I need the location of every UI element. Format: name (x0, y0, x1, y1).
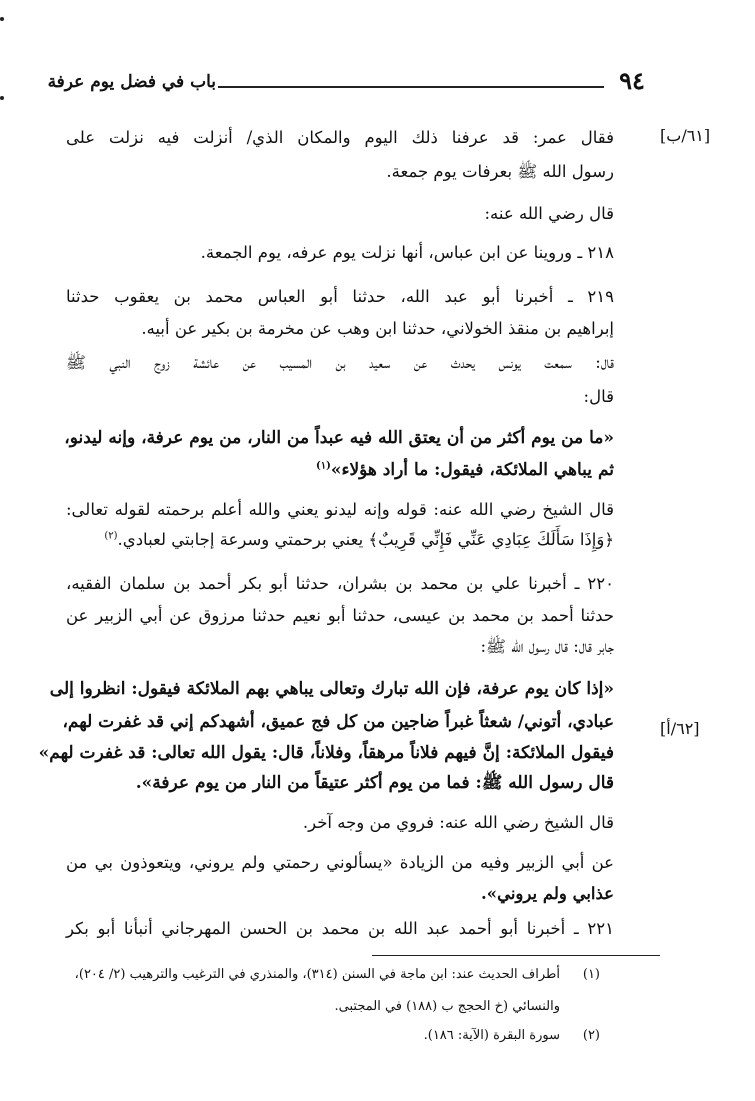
body-line-3: قال رضي الله عنه: (484, 204, 614, 223)
scan-edge-mark (0, 96, 4, 100)
body-line-15: جابر قال: قال رسول الله ﷺ: (480, 637, 614, 656)
header-rule (218, 86, 604, 88)
page-number: ٩٤ (619, 66, 645, 95)
hadith-line-2: ثم يباهي الملائكة، فيقول: ما أراد هؤلاء»$^{(١)}$ (315, 460, 614, 480)
body-line-6: إبراهيم بن منقذ الخولاني، حدثنا ابن وهب عن مخرمة بن بكير عن أبيه. (141, 319, 614, 338)
body-line-14: حدثنا أحمد بن محمد بن عيسى، حدثنا أبو نعيم حدثنا مرزوق عن أبي الزبير عن (66, 606, 614, 625)
scan-edge-mark (0, 17, 4, 21)
hadith-line-6: قال رسول الله ﷺ: فما من يوم أكثر عتيقاً من النار من يوم عرفة». (135, 773, 614, 793)
footnote-ref-2[interactable]: (٢) (104, 530, 118, 542)
body-line-22: عذابي ولم يروني». (481, 884, 614, 903)
footnote-1-line-2: والنسائي (خ الحجج ب (١٨٨) في المجتبى. (334, 999, 560, 1014)
body-line-7: قال: سمعت يونس يحدث عن سعيد بن المسيب عن عائشة زوج النبي ﷺ (66, 353, 614, 372)
body-line-11: قال الشيخ رضي الله عنه: قوله وإنه ليدنو يعني والله أعلم برحمته لقوله تعالى: (66, 500, 614, 519)
footnote-2-number: (٢) (582, 1028, 600, 1043)
body-line-5: ٢١٩ ـ أخبرنا أبو عبد الله، حدثنا أبو العباس محمد بن يعقوب حدثنا (66, 287, 614, 306)
hadith-line-5: فيقول الملائكة: إنَّ فيهم فلاناً مرهقاً، وفلاناً، قال: يقول الله تعالى: قد غفرت لهم» (38, 743, 614, 763)
body-line-2: رسول الله ﷺ بعرفات يوم جمعة. (386, 162, 614, 181)
body-line-23: ٢٢١ ـ أخبرنا أبو أحمد عبد الله بن محمد بن الحسن المهرجاني أنبأنا أبو بكر (66, 919, 614, 938)
footnote-1-number: (١) (582, 967, 600, 982)
running-title: باب في فضل يوم عرفة (47, 72, 216, 92)
footnote-ref-1[interactable]: (١) (315, 460, 331, 472)
hadith-line-4: عبادي، أتوني/ شعثاً غبراً ضاجين من كل فج عميق، أشهدكم إني قد غفرت لهم، (62, 712, 614, 732)
quran-line: ﴿وَإِذَا سَأَلَكَ عِبَادِي عَنِّي فَإِنِّي قَرِيبٌ﴾ يعني برحمتي وسرعة إجابتي لعبادي.$^{(٢)}$ (104, 530, 614, 549)
footnote-rule (372, 955, 660, 956)
hadith-line-1: «ما من يوم أكثر من أن يعتق الله فيه عبداً من النار، من يوم عرفة، وإنه ليدنو، (64, 428, 614, 448)
footnote-1-line-1: أطراف الحديث عند: ابن ماجة في السنن (٣١٤)، والمنذري في الترغيب والترهيب (٢/ ٢٠٤)، (74, 967, 560, 982)
hadith-line-3: «إذا كان يوم عرفة، فإن الله تبارك وتعالى يباهي بهم الملائكة فيقول: انظروا إلى (49, 679, 614, 699)
body-line-1: فقال عمر: قد عرفنا ذلك اليوم والمكان الذي/ أنزلت فيه نزلت على (66, 128, 614, 147)
body-line-20: قال الشيخ رضي الله عنه: فروي من وجه آخر. (302, 813, 614, 832)
body-line-13: ٢٢٠ ـ أخبرنا علي بن محمد بن بشران، حدثنا أبو بكر أحمد بن سلمان الفقيه، (66, 574, 614, 593)
margin-folio-61b: [٦١/ب] (660, 126, 711, 145)
margin-folio-62a: [٦٢/أ] (660, 719, 700, 738)
body-line-4: ٢١٨ ـ وروينا عن ابن عباس، أنها نزلت يوم عرفه، يوم الجمعة. (200, 243, 614, 262)
footnote-2-line-1: سورة البقرة (الآية: ١٨٦). (423, 1028, 560, 1043)
body-line-8: قال: (583, 387, 614, 406)
body-line-21: عن أبي الزبير وفيه من الزيادة «يسألوني رحمتي ولم يروني، ويتعوذون بي من (66, 853, 614, 872)
